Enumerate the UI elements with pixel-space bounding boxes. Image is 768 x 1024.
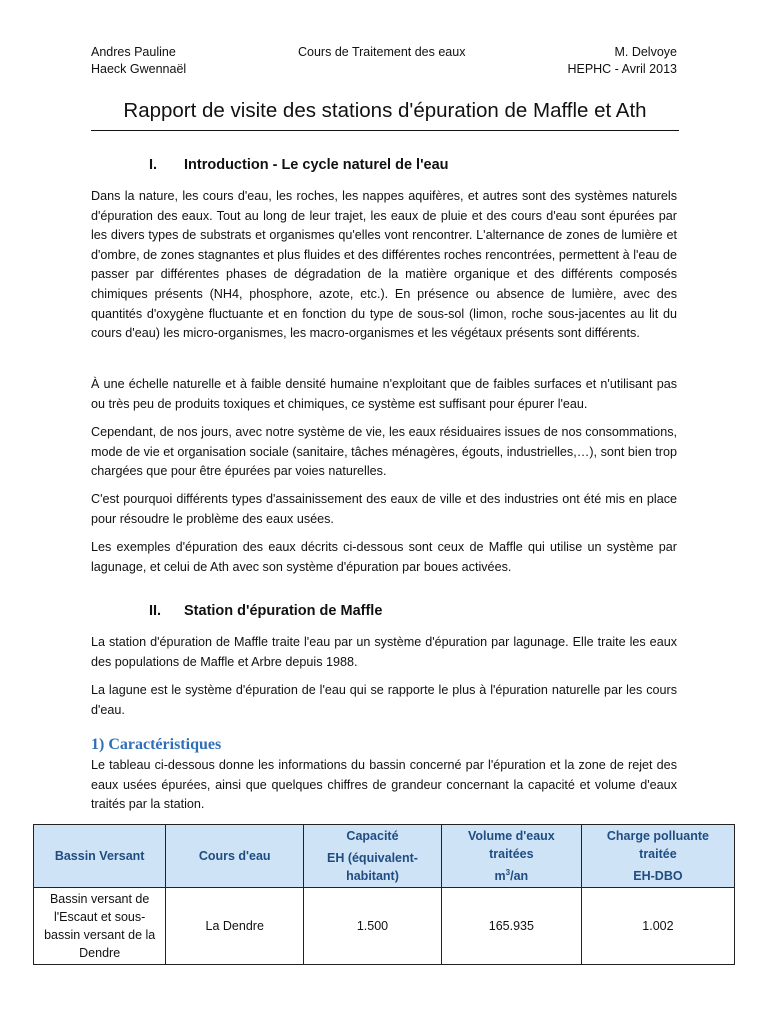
capacite-label: Capacité: [346, 829, 399, 843]
section-2-paragraph-2: La lagune est le système d'épuration de l'eau qui se rapporte le plus à l'épuration naturelle par les cours d'eau.: [91, 683, 677, 717]
cell-volume: 165.935: [441, 888, 581, 965]
section-1-heading: [149, 155, 449, 175]
charge-label: Charge polluante traitée: [606, 829, 709, 861]
header-author-1: Andres Pauline: [91, 45, 176, 59]
document-title: Rapport de visite des stations d'épuration de Maffle et Ath: [123, 99, 647, 122]
header-teacher: M. Delvoye: [614, 45, 677, 59]
table-header-capacite: [304, 825, 442, 888]
volume-unit: $m^3/an$: [494, 867, 529, 883]
section-1-number: I.: [149, 157, 158, 173]
capacite-unit: EH (équivalent-habitant): [326, 851, 418, 883]
table-row: [34, 888, 735, 965]
section-2-number: II.: [149, 603, 162, 619]
table-header-bassin: Bassin Versant: [34, 825, 166, 888]
title-underline: [91, 130, 679, 131]
cell-capacite: 1.500: [304, 888, 442, 965]
subsection-paragraph: Le tableau ci-dessous donne les informations du bassin concerné par l'épuration et la zone de rejet des eaux usées épurées, ainsi que quelques chiffres de grandeur concernant la capacité et volume d'eaux traités par la station.: [91, 758, 677, 812]
section-2-heading: [149, 601, 382, 621]
header-authors: [91, 44, 186, 78]
header-author-2: Haeck Gwennaël: [91, 62, 187, 76]
cell-charge: 1.002: [581, 888, 734, 965]
volume-label: Volume d'eaux traitées: [467, 829, 555, 861]
section-2-title: Station d'épuration de Maffle: [184, 603, 383, 619]
section-1-paragraph-3: Cependant, de nos jours, avec notre système de vie, les eaux résiduaires issues de nos consommations, mode de vie et organisation sociale (sanitaire, tâches ménagères, égouts, industrielles,…), sont bien trop chargées que pour être épurées par voies naturelles.: [91, 425, 677, 479]
section-1-paragraph-5: Les exemples d'épuration des eaux décrits ci-dessous sont ceux de Maffle qui utilise un système par lagunage, et celui de Ath avec son système d'épuration par boues activées.: [91, 540, 677, 574]
section-2-paragraph-1: La station d'épuration de Maffle traite l'eau par un système d'épuration par lagunage. Elle traite les eaux des populations de Maffle et Arbre depuis 1988.: [91, 635, 677, 669]
table-header-row: [34, 825, 735, 888]
section-1-title: Introduction - Le cycle naturel de l'eau: [184, 157, 449, 173]
header-date: HEPHC - Avril 2013: [567, 62, 677, 76]
header-teacher-date: [567, 44, 677, 78]
cell-cours: La Dendre: [166, 888, 304, 965]
subsection-heading: 1) Caractéristiques: [91, 736, 222, 753]
section-1-paragraph-4: C'est pourquoi différents types d'assainissement des eaux de ville et des industries ont été mis en place pour résoudre le problème des eaux usées.: [91, 492, 677, 526]
table-header-cours: Cours d'eau: [166, 825, 304, 888]
cell-bassin: Bassin versant de l'Escaut et sous-bassin versant de la Dendre: [34, 888, 166, 965]
charge-unit: EH-DBO: [633, 869, 683, 883]
section-1-paragraph-2: À une échelle naturelle et à faible densité humaine n'exploitant que de faibles surfaces et n'utilisant pas ou très peu de produits toxiques et chimiques, ce système est suffisant pour épurer l'eau.: [91, 377, 677, 411]
table-header-charge: [581, 825, 734, 888]
section-1-paragraph-1: Dans la nature, les cours d'eau, les roches, les nappes aquifères, et autres sont des systèmes naturels d'épuration des eaux. Tout au long de leur trajet, les eaux de pluie et des cours d'eau sont épurées par les divers types de substrats et organismes qu'elles vont rencontrer. L'alternance de zones de lumière et d'ombre, de zones stagnantes et plus fluides et des différentes roches rencontrées, permettent à l'eau de passer par différentes phases de dégradation de la matière organique et des différents composés chimiques présents (NH4, phosphore, azote, etc.). En présence ou absence de lumière, avec des quantités d'oxygène fluctuante et en fonction du type de sous-sol (limon, roche sous-jacentes au lit du cours d'eau) les micro-organismes, les macro-organismes et les végétaux présents sont différents.: [91, 189, 677, 341]
header-course: Cours de Traitement des eaux: [298, 45, 466, 59]
table-header-volume: [441, 825, 581, 888]
station-characteristics-table: [33, 824, 735, 965]
